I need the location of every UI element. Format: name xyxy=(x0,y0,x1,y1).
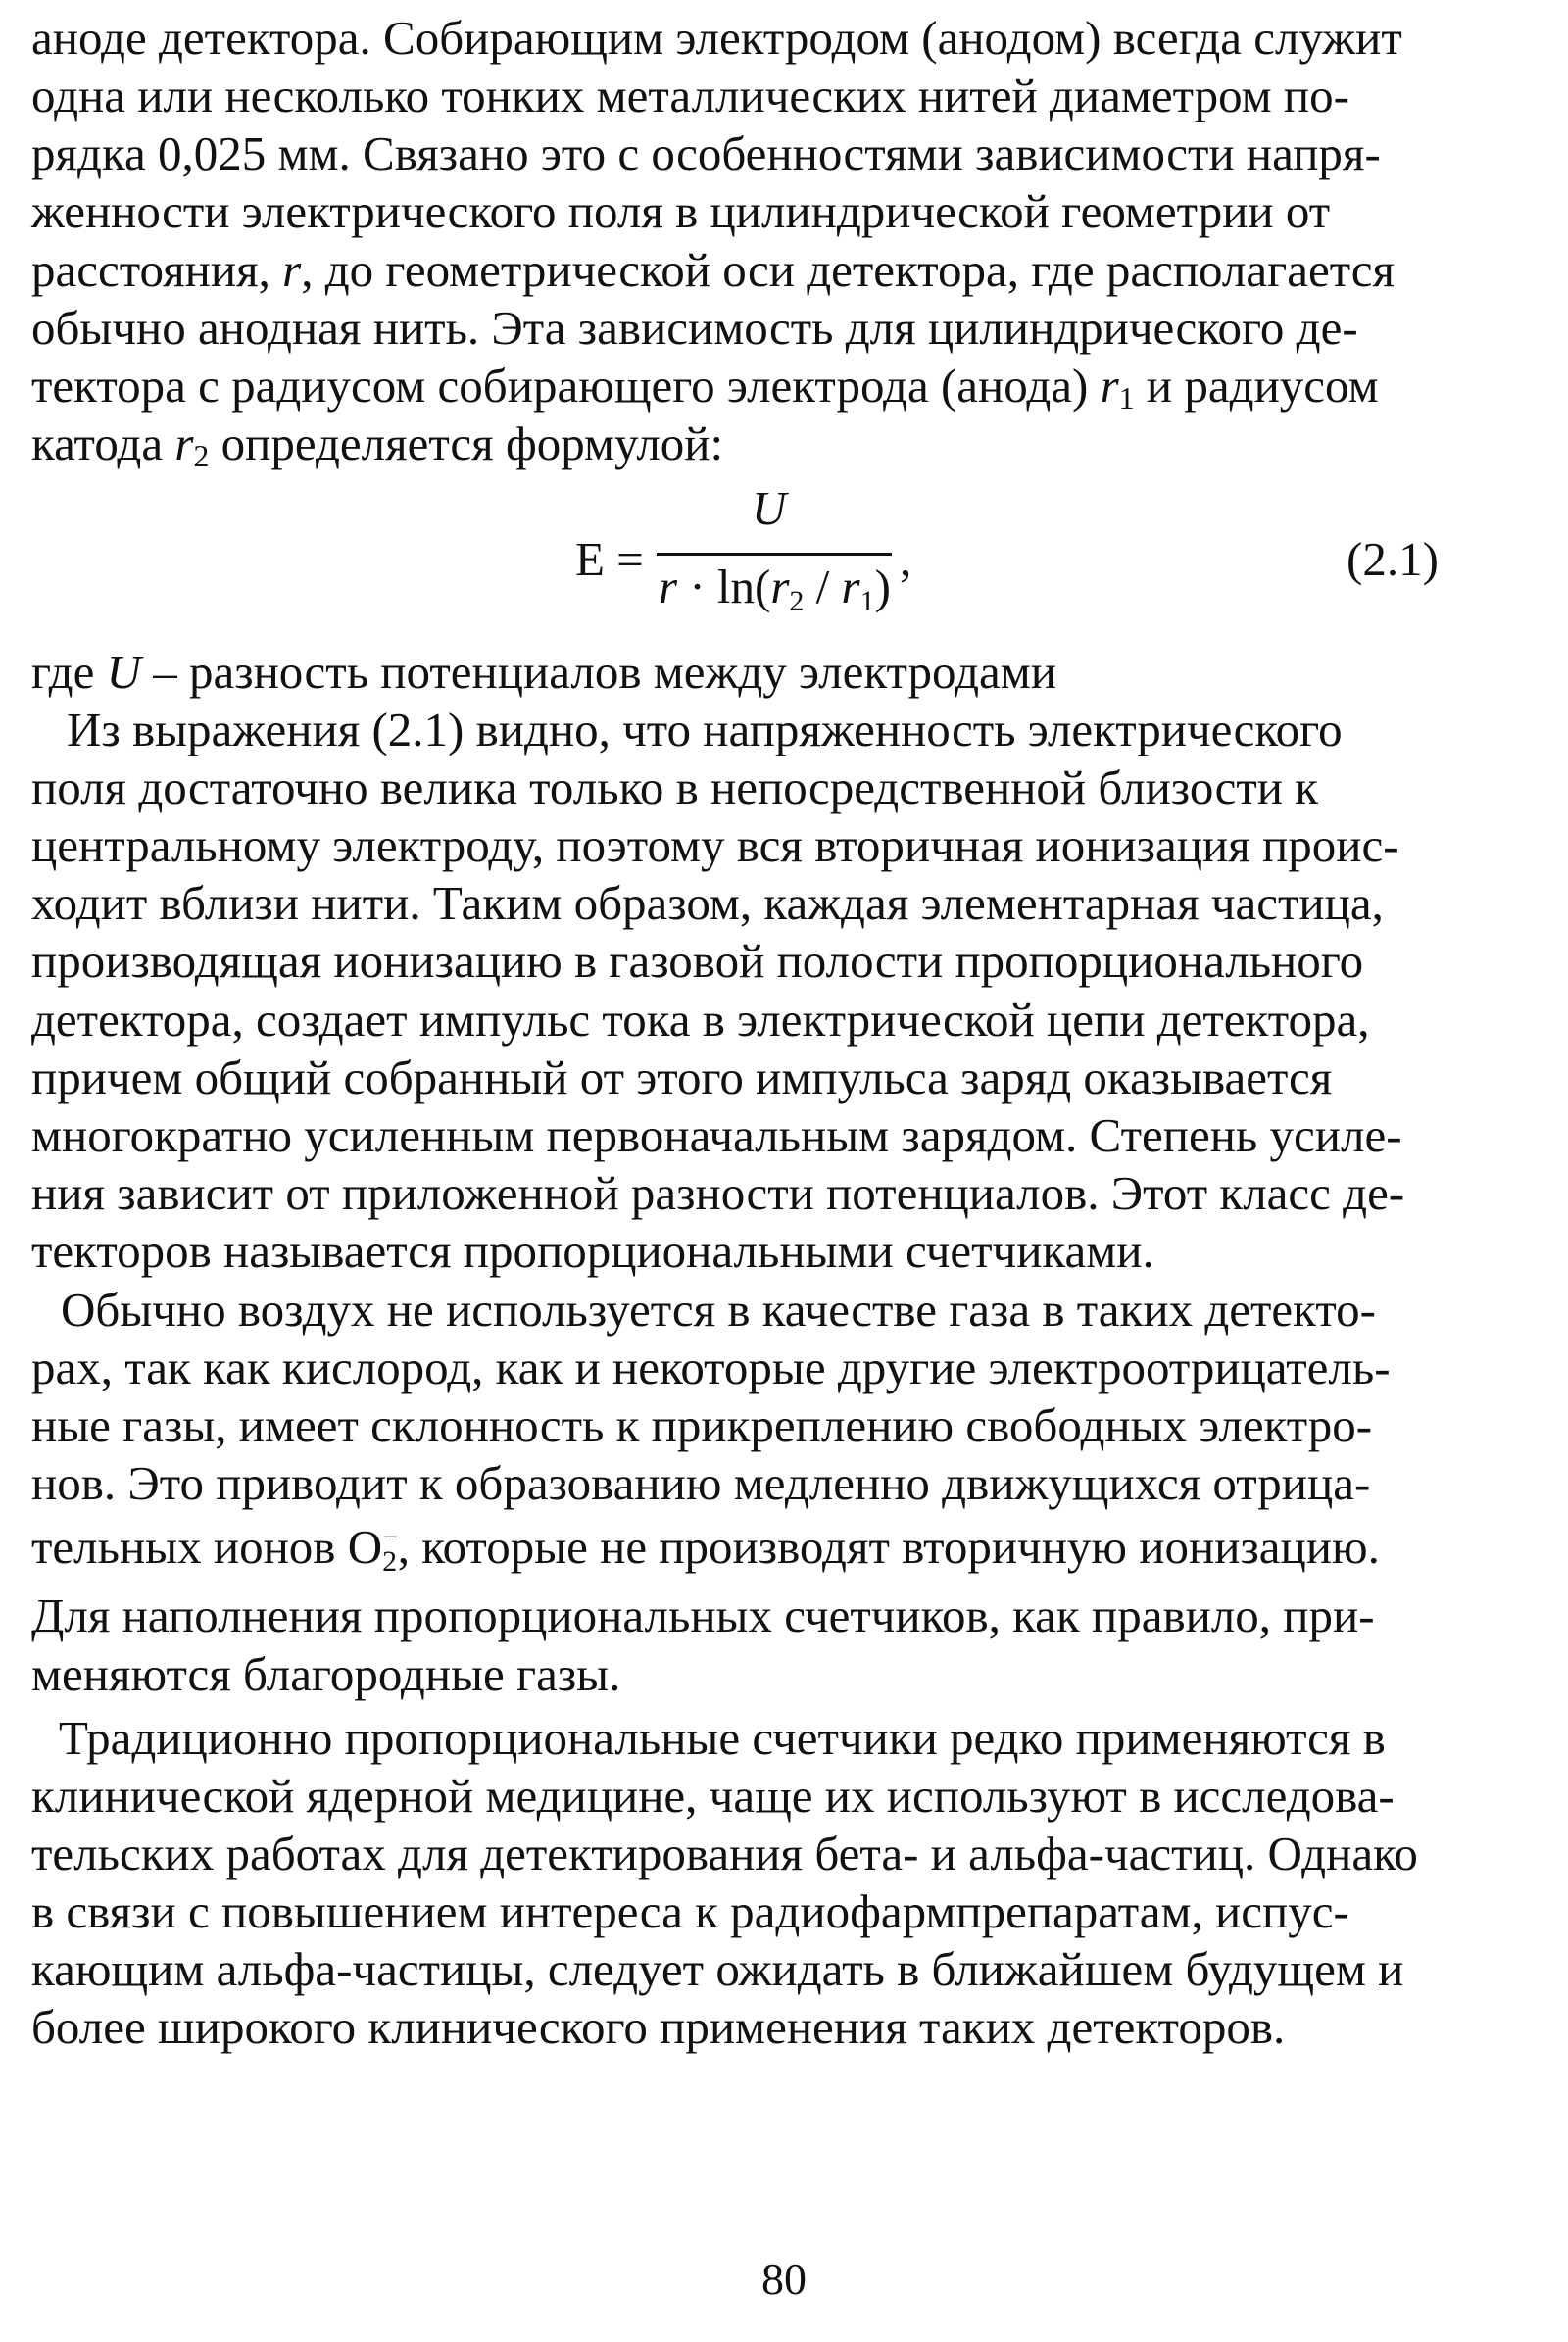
text-line: катода $r_2$ определяется формулой: xyxy=(31,416,724,473)
text-line: текторов называется пропорциональными счетчиками. xyxy=(31,1224,1154,1278)
text-line: тектора с радиусом собирающего электрода (анода) $r_1$ и радиусом xyxy=(31,359,1379,415)
text-line: аноде детектора. Собирающим электродом (анодом) всегда служит xyxy=(31,11,1402,65)
text-line: центральному электроду, поэтому вся вторичная ионизация проис- xyxy=(31,818,1399,872)
text-line: тельских работах для детектирования бета- и альфа-частиц. Однако xyxy=(31,1827,1418,1880)
text-line: детектора, создает импульс тока в электрической цепи детектора, xyxy=(31,993,1370,1047)
formula-lhs: E = xyxy=(575,532,644,586)
formula-numerator: U xyxy=(752,481,787,535)
text-line: в связи с повышением интереса к радиофармпрепаратам, испус- xyxy=(31,1884,1349,1938)
text-line: женности электрического поля в цилиндрической геометрии от xyxy=(31,184,1331,238)
text-line: ные газы, имеет склонность к прикреплению свободных электро- xyxy=(31,1398,1373,1452)
text-line: производящая ионизацию в газовой полости пропорционального xyxy=(31,934,1364,988)
fraction-bar xyxy=(657,553,892,556)
page-number: 80 xyxy=(761,2254,807,2304)
text-line: меняются благородные газы. xyxy=(31,1647,621,1701)
text-line: причем общий собранный от этого импульса заряд оказывается xyxy=(31,1050,1333,1104)
text-line: нов. Это приводит к образованию медленно движущихся отрица- xyxy=(31,1456,1371,1510)
text-line: клинической ядерной медицине, чаще их используют в исследова- xyxy=(31,1769,1395,1823)
text-line: многократно усиленным первоначальным зарядом. Степень усиле- xyxy=(31,1108,1402,1162)
text-line: Из выражения (2.1) видно, что напряженность электрического xyxy=(67,703,1343,756)
text-line: тельных ионов $O_2^-$, которые не производят вторичную ионизацию. xyxy=(31,1520,1380,1578)
text-line: кающим альфа-частицы, следует ожидать в ближайшем будущем и xyxy=(31,1942,1404,1996)
text-line: Традиционно пропорциональные счетчики редко применяются в xyxy=(59,1711,1386,1765)
formula-denominator: $r \cdot \ln(r_2 / r_1)$ xyxy=(659,560,891,617)
text-line: рах, так как кислород, как и некоторые другие электроотрицатель- xyxy=(31,1341,1391,1394)
formula-2-1 xyxy=(31,481,1539,627)
text-line: более широкого клинического применения таких детекторов. xyxy=(31,2000,1286,2054)
formula-comma: , xyxy=(900,532,912,586)
text-line: расстояния, r, до геометрической оси детектора, где располагается xyxy=(31,243,1395,297)
text-line: Для наполнения пропорциональных счетчиков, как правило, при- xyxy=(31,1588,1375,1642)
text-line: Обычно воздух не используется в качестве газа в таких детекто- xyxy=(61,1283,1376,1337)
equation-number: (2.1) xyxy=(1347,532,1439,586)
text-line: одна или несколько тонких металлических нитей диаметром по- xyxy=(31,69,1349,122)
text-line: ходит вблизи нити. Таким образом, каждая элементарная частица, xyxy=(31,876,1384,930)
text-line: обычно анодная нить. Эта зависимость для цилиндрического де- xyxy=(31,301,1358,355)
text-line: рядка 0,025 мм. Связано это с особенностями зависимости напря- xyxy=(31,126,1381,180)
text-line: поля достаточно велика только в непосредственной близости к xyxy=(31,760,1319,814)
text-line: ния зависит от приложенной разности потенциалов. Этот класс де- xyxy=(31,1166,1405,1220)
text-line: где U – разность потенциалов между электродами xyxy=(31,645,1057,699)
